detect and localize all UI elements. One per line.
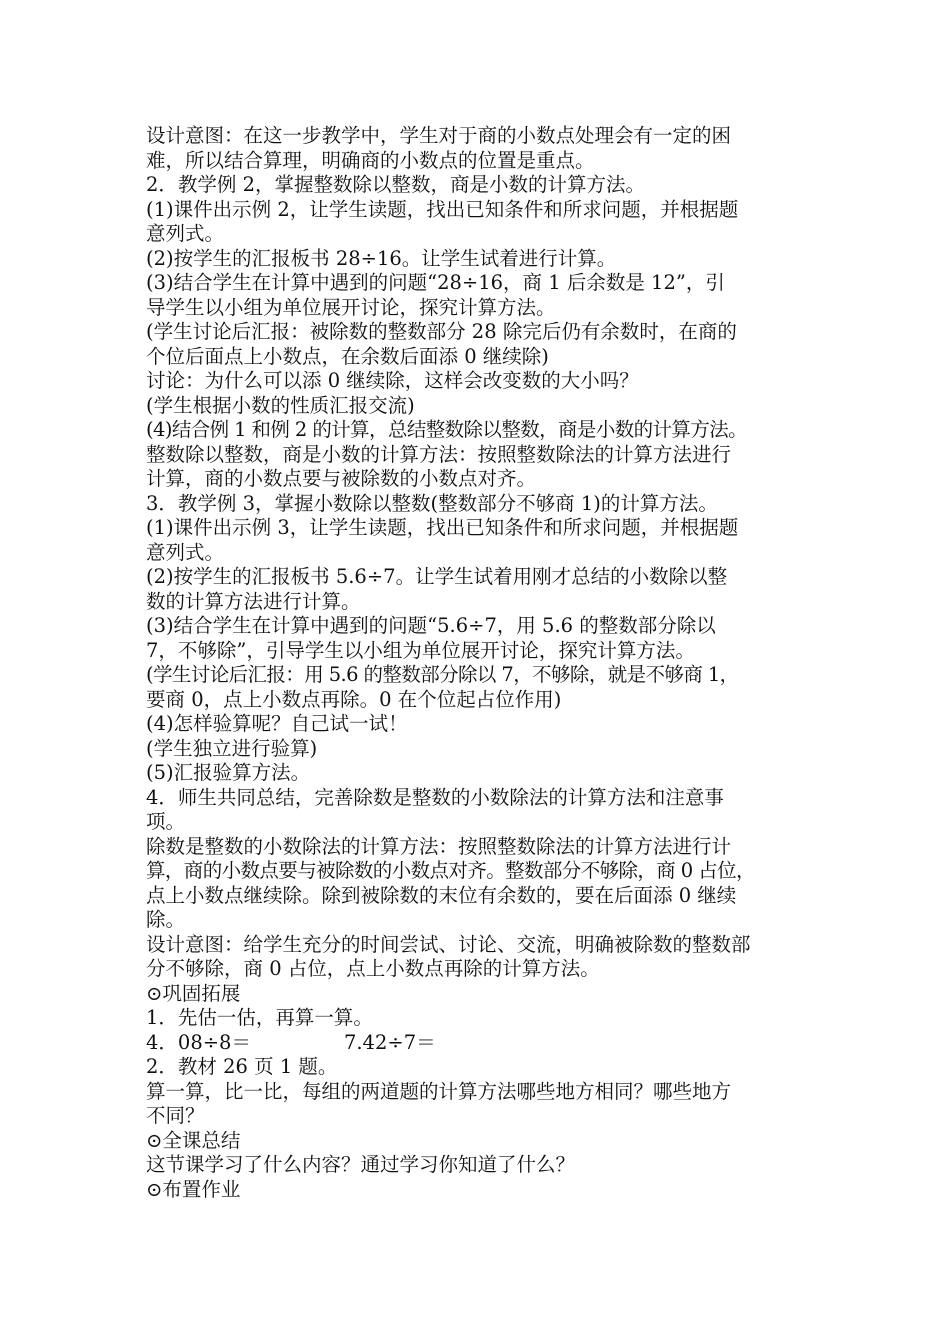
text-line: (2)按学生的汇报板书 28÷16。让学生试着进行计算。 xyxy=(146,246,617,270)
text-line: 意列式。 xyxy=(146,222,225,245)
text-line: 分不够除，商 0 占位，点上小数点再除的计算方法。 xyxy=(146,957,600,980)
text-line: (1)课件出示例 2，让学生读题，找出已知条件和所求问题，并根据题 xyxy=(146,197,739,221)
text-line: 设计意图：在这一步教学中，学生对于商的小数点处理会有一定的困 xyxy=(146,124,732,147)
text-line: (2)按学生的汇报板书 5.6÷7。让学生试着用刚才总结的小数除以整 xyxy=(146,565,728,588)
text-line: 算，商的小数点要与被除数的小数点对齐。整数部分不够除，商 0 占位， xyxy=(146,859,755,882)
text-line: 4．师生共同总结，完善除数是整数的小数除法的计算方法和注意事 xyxy=(146,785,724,809)
text-line: (3)结合学生在计算中遇到的问题“28÷16，商 1 后余数是 12”，引 xyxy=(146,271,725,294)
text-line: 3．教学例 3，掌握小数除以整数(整数部分不够商 1)的计算方法。 xyxy=(146,491,718,515)
text-line: 项。 xyxy=(146,810,186,833)
section-heading: ⊙巩固拓展 xyxy=(146,981,241,1005)
text-line: 导学生以小组为单位展开讨论，探究计算方法。 xyxy=(146,295,556,319)
text-line: 点上小数点继续除。除到被除数的末位有余数的，要在后面添 0 继续 xyxy=(146,883,737,907)
text-line: (3)结合学生在计算中遇到的问题“5.6÷7，用 5.6 的整数部分除以 xyxy=(146,614,716,637)
text-line: 讨论：为什么可以添 0 继续除，这样会改变数的大小吗？ xyxy=(146,369,639,392)
text-line: (学生讨论后汇报：用 5.6 的整数部分除以 7，不够除，就是不够商 1， xyxy=(146,663,739,686)
text-line: 个位后面点上小数点，在余数后面添 0 继续除) xyxy=(146,344,549,368)
text-line: 7，不够除”，引导学生以小组为单位展开讨论，探究计算方法。 xyxy=(146,638,695,662)
text-line: (学生独立进行验算) xyxy=(146,736,318,760)
section-heading: ⊙布置作业 xyxy=(146,1177,241,1201)
text-line: 要商 0，点上小数点再除。0 在个位起占位作用) xyxy=(146,687,562,711)
text-line: 算一算，比一比，每组的两道题的计算方法哪些地方相同？哪些地方 xyxy=(146,1079,732,1103)
text-line: 除。 xyxy=(146,908,186,931)
text-line: 计算，商的小数点要与被除数的小数点对齐。 xyxy=(146,467,537,490)
text-line: 难，所以结合算理，明确商的小数点的位置是重点。 xyxy=(146,148,595,172)
text-line: 这节课学习了什么内容？通过学习你知道了什么？ xyxy=(146,1153,576,1176)
text-line: 整数除以整数，商是小数的计算方法：按照整数除法的计算方法进行 xyxy=(146,442,732,466)
text-line: 意列式。 xyxy=(146,540,225,564)
text-line: (学生根据小数的性质汇报交流) xyxy=(146,393,415,417)
text-line: 除数是整数的小数除法的计算方法：按照整数除法的计算方法进行计 xyxy=(146,834,732,858)
section-heading: ⊙全课总结 xyxy=(146,1128,241,1152)
text-line: (学生讨论后汇报：被除数的整数部分 28 除完后仍有余数时，在商的 xyxy=(146,320,737,343)
text-line: (4)怎样验算呢？自己试一试！ xyxy=(146,712,408,735)
text-line: 设计意图：给学生充分的时间尝试、讨论、交流，明确被除数的整数部 xyxy=(146,932,751,956)
text-line: 不同？ xyxy=(146,1104,205,1127)
text-line: 4．08÷8＝ 7.42÷7＝ xyxy=(146,1030,436,1054)
document-body xyxy=(146,124,826,1202)
text-line: (4)结合例 1 和例 2 的计算，总结整数除以整数，商是小数的计算方法。 xyxy=(146,418,748,441)
text-line: (1)课件出示例 3，让学生读题，找出已知条件和所求问题，并根据题 xyxy=(146,516,739,539)
text-line: 1．先估一估，再算一算。 xyxy=(146,1006,373,1029)
text-line: 2．教学例 2，掌握整数除以整数，商是小数的计算方法。 xyxy=(146,173,646,196)
text-line: 数的计算方法进行计算。 xyxy=(146,589,361,613)
text-line: (5)汇报验算方法。 xyxy=(146,761,311,784)
text-line: 2．教材 26 页 1 题。 xyxy=(146,1055,338,1078)
